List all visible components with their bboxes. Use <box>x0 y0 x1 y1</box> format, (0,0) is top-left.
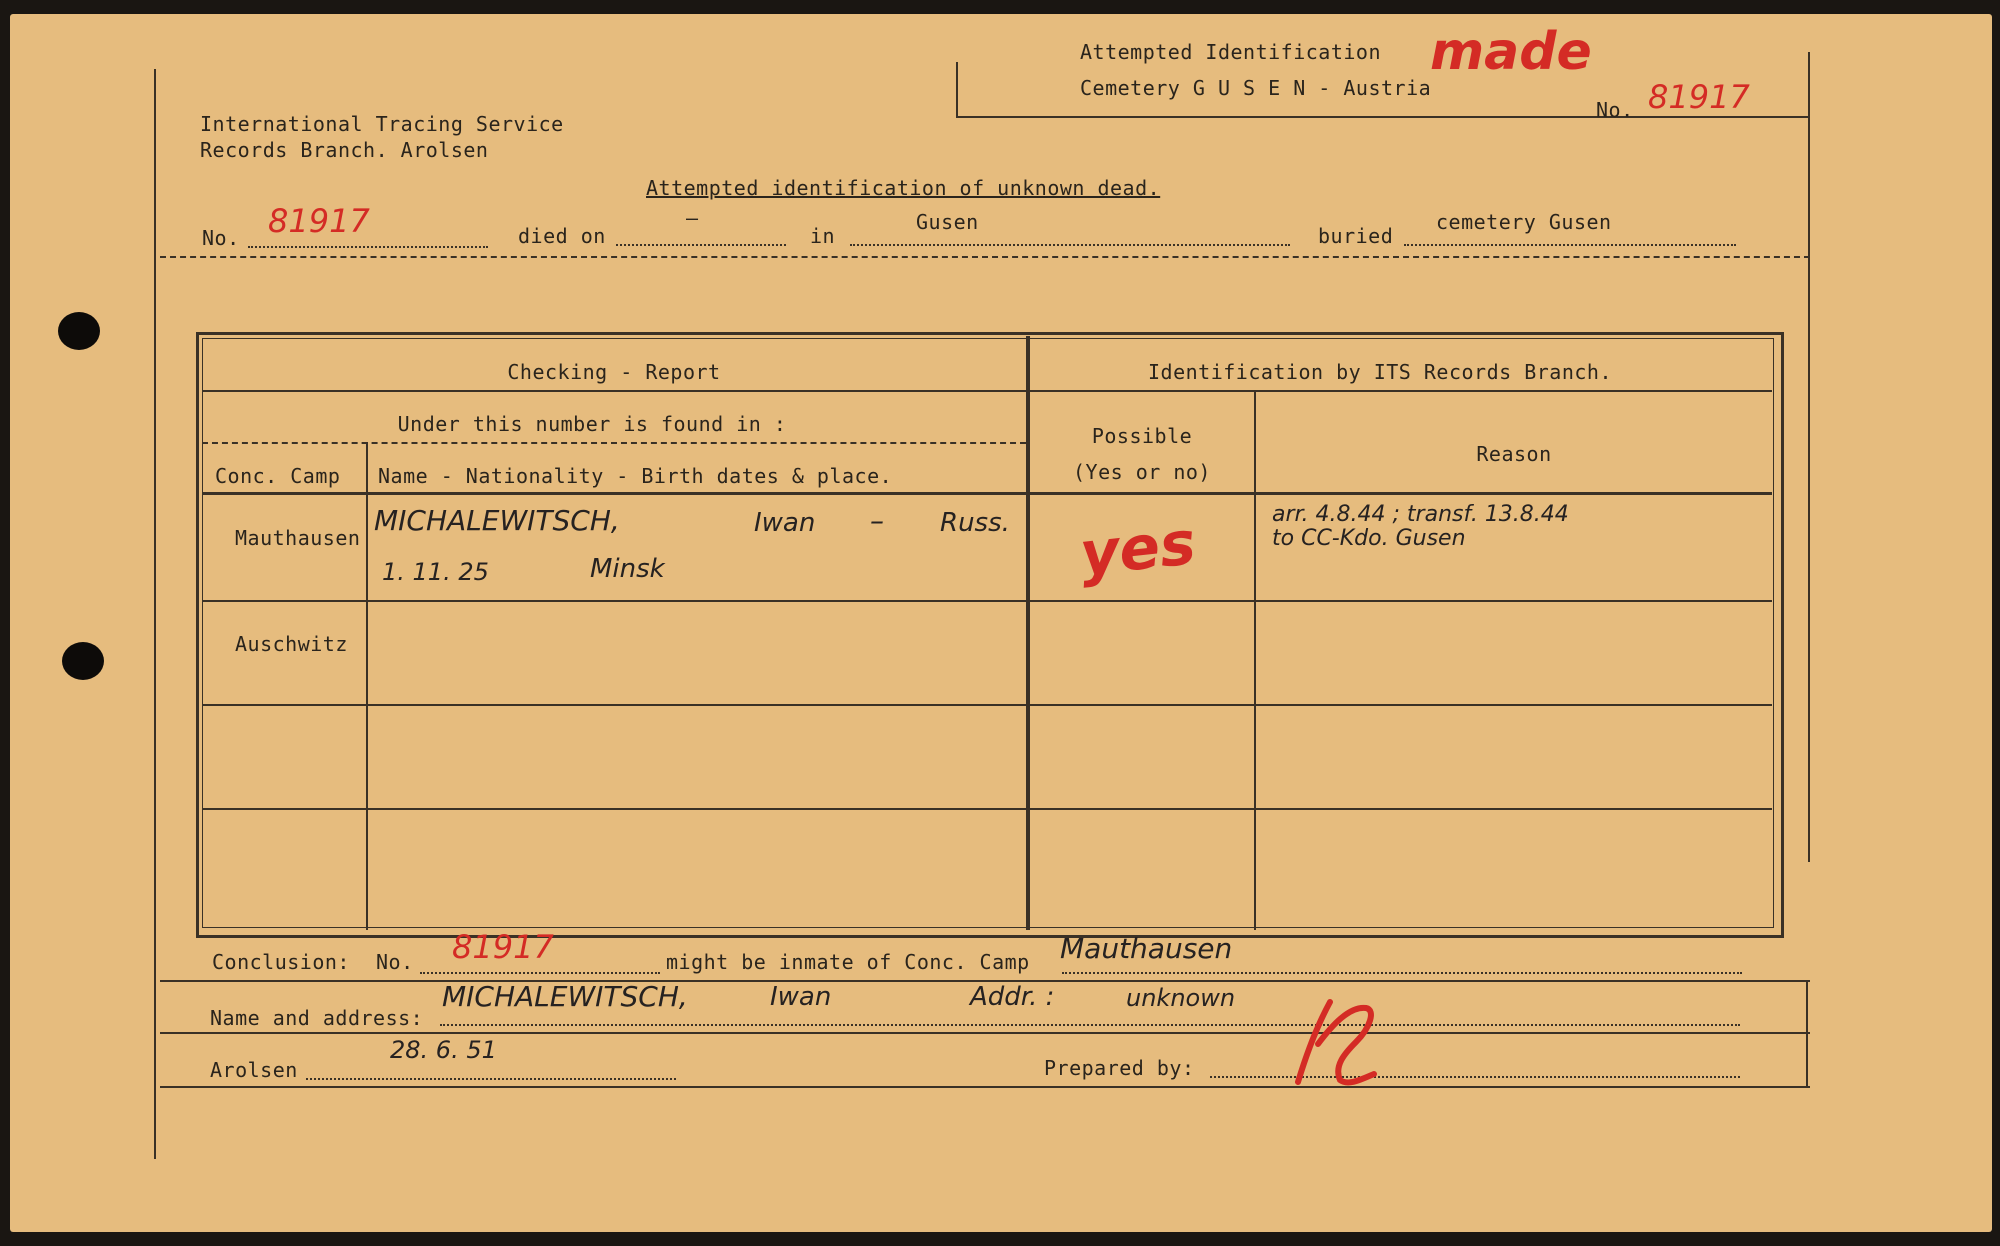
addr-label: Addr. : <box>970 982 1055 1012</box>
row-1-dash: – <box>870 504 884 537</box>
form-no-value: 81917 <box>268 202 370 240</box>
checking-report-header: Checking - Report <box>507 360 721 384</box>
conclusion-no-dots <box>420 972 660 974</box>
in-value: Gusen <box>916 210 979 234</box>
buried-value: cemetery Gusen <box>1436 210 1612 234</box>
conclusion-camp-value: Mauthausen <box>1060 932 1233 965</box>
table-camp-divider <box>366 442 368 930</box>
footer-given-name: Iwan <box>770 982 832 1012</box>
made-handwritten: made <box>1430 22 1592 82</box>
table-row-1 <box>202 390 1772 392</box>
footer-surname: MICHALEWITSCH, <box>442 980 688 1013</box>
table-row-3 <box>202 600 1772 602</box>
row-2-camp: Auschwitz <box>235 632 348 656</box>
name-address-label: Name and address: <box>210 1006 424 1030</box>
row-1-given-name: Iwan <box>754 508 816 538</box>
table-row-2 <box>202 442 1026 444</box>
conclusion-no-value: 81917 <box>452 928 554 966</box>
identification-header: Identification by ITS Records Branch. <box>1147 360 1613 384</box>
died-on-dots <box>616 244 786 246</box>
col-reason-header: Reason <box>1476 442 1552 466</box>
header-no-label: No. <box>1596 98 1634 122</box>
punch-hole-top <box>58 312 100 350</box>
buried-dots <box>1404 244 1736 246</box>
table-row-5 <box>202 808 1772 810</box>
in-label: in <box>810 224 836 248</box>
org-line-1: International Tracing Service <box>200 112 564 136</box>
row-1-surname: MICHALEWITSCH, <box>374 504 620 537</box>
row-1-reason-line-2: to CC-Kdo. Gusen <box>1272 526 1466 551</box>
conclusion-no-label: No. <box>376 950 414 974</box>
punch-hole-bottom <box>62 642 104 680</box>
table-possible-divider <box>1254 392 1256 930</box>
cemetery-line: Cemetery G U S E N - Austria <box>1080 76 1432 100</box>
header-no-dots <box>1640 116 1800 118</box>
col-name-header: Name - Nationality - Birth dates & place. <box>378 464 893 488</box>
form-line-rule <box>160 256 1810 258</box>
row-1-birth-date: 1. 11. 25 <box>382 558 489 586</box>
footer-rule-2 <box>160 1032 1810 1034</box>
row-1-birth-place: Minsk <box>590 554 665 584</box>
table-row-4 <box>202 704 1772 706</box>
record-card <box>10 14 1992 1232</box>
org-line-2: Records Branch. Arolsen <box>200 138 489 162</box>
arolsen-label: Arolsen <box>210 1058 298 1082</box>
signature-mark <box>1278 994 1388 1094</box>
arolsen-dots <box>306 1078 676 1080</box>
row-1-possible: yes <box>1076 508 1199 590</box>
in-dots <box>850 244 1290 246</box>
name-address-dots <box>440 1024 1740 1026</box>
right-rule <box>1808 52 1810 862</box>
table-header-bottom <box>202 492 1772 495</box>
row-1-camp: Mauthausen <box>235 526 361 550</box>
form-no-dots <box>248 246 488 248</box>
died-on-label: died on <box>518 224 606 248</box>
form-title: Attempted identification of unknown dead. <box>646 176 1161 200</box>
died-on-value: — <box>686 206 699 230</box>
row-1-reason-line-1: arr. 4.8.44 ; transf. 13.8.44 <box>1272 502 1569 527</box>
form-no-label: No. <box>202 226 240 250</box>
under-number-header: Under this number is found in : <box>397 412 787 436</box>
addr-value: unknown <box>1126 984 1236 1012</box>
prepared-by-label: Prepared by: <box>1044 1056 1195 1080</box>
arolsen-date: 28. 6. 51 <box>390 1036 497 1064</box>
col-camp-header: Conc. Camp <box>215 464 341 488</box>
attempted-identification-label: Attempted Identification <box>1080 40 1381 64</box>
col-possible-header-2: (Yes or no) <box>1073 460 1211 484</box>
left-rule <box>154 69 156 1159</box>
buried-label: buried <box>1318 224 1394 248</box>
conclusion-label: Conclusion: <box>212 950 350 974</box>
footer-rule-3 <box>160 1086 1810 1088</box>
header-no-value: 81917 <box>1648 78 1750 116</box>
header-box-left <box>956 62 958 118</box>
row-1-nationality: Russ. <box>940 508 1010 538</box>
footer-right-rule <box>1806 980 1808 1088</box>
camp-dots <box>1062 972 1742 974</box>
col-possible-header-1: Possible <box>1091 424 1193 448</box>
inmate-label: might be inmate of Conc. Camp <box>666 950 1030 974</box>
